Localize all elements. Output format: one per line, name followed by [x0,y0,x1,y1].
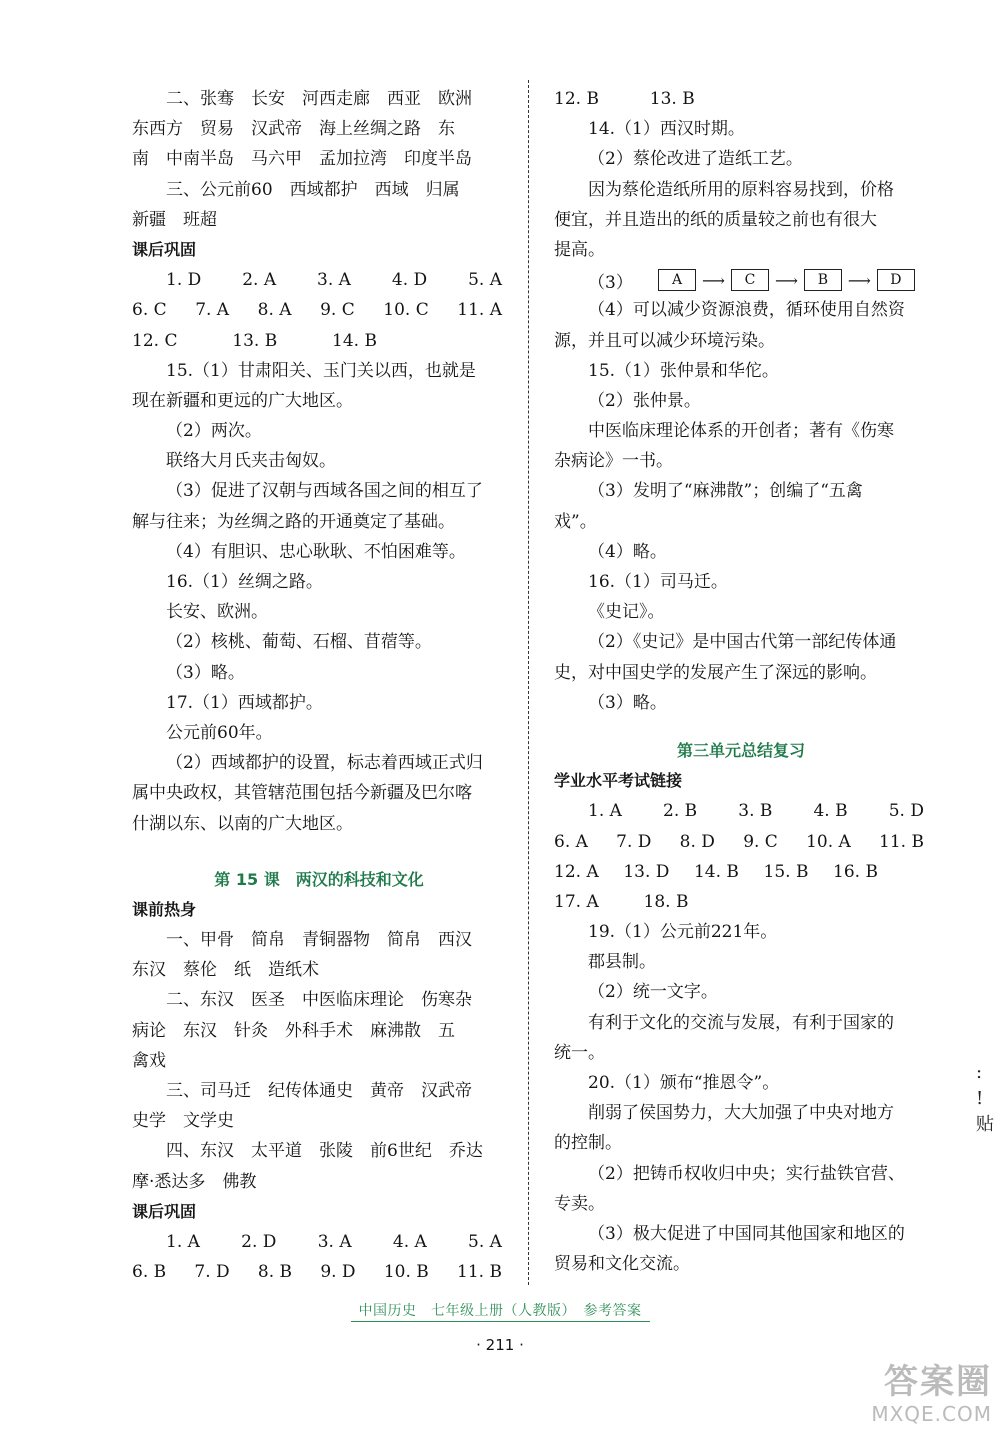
text-line: 二、张骞 长安 河西走廊 西亚 欧洲 [166,89,472,109]
answer-row [132,1227,506,1257]
answer-item: 1. A [588,801,622,822]
text-line: 14.（1）西汉时期。 [588,119,745,140]
answer-item: 14. B [693,861,739,882]
text-line: 戏”。 [554,511,597,532]
text-line: 病论 东汉 针灸 外科手术 麻沸散 五 [132,1020,455,1041]
text-line: （2）《史记》是中国古代第一部纪传体通 [588,632,897,653]
flow-step-box: D [877,269,915,291]
watermark-url: MXQE.COM [871,1402,992,1426]
text-line: 因为蔡伦造纸所用的原料容易找到，价格 [588,179,894,200]
answer-item: 10. C [383,300,429,321]
answer-row [554,857,928,887]
text-line: 南 中南半岛 马六甲 孟加拉湾 印度半岛 [132,149,472,170]
answer-item: 6. B [132,1262,167,1283]
arrow-right-icon: ⟶ [847,270,871,290]
answer-item: 12. B [554,89,599,109]
text-line: 专卖。 [554,1193,605,1214]
section-heading: 学业水平考试链接 [554,771,683,791]
answer-item: 8. B [257,1262,293,1283]
answer-item: 12. A [554,861,599,882]
text-line: 便宜，并且造出的纸的质量较之前也有很大 [554,209,877,230]
page-edge-marks [976,1060,994,1138]
section-heading: 课后巩固 [132,239,197,259]
answer-item: 9. C [743,831,778,852]
text-line: 《史记》。 [588,602,665,623]
text-line: 联络大月氏夹击匈奴。 [166,451,336,472]
text-line: （2）西域都护的设置，标志着西域正式归 [166,753,483,774]
site-watermark [816,1362,992,1428]
column-divider [528,80,529,1285]
answer-item: 4. A [392,1231,427,1252]
right-column [554,84,928,1279]
answer-item: 11. B [457,1262,502,1283]
text-line: 统一。 [554,1042,605,1063]
arrow-right-icon: ⟶ [774,270,798,290]
page-number: · 211 · [476,1336,524,1354]
text-line: （2）蔡伦改进了造纸工艺。 [588,149,803,170]
answer-item: 8. D [679,831,715,852]
flow-step-box: A [658,269,696,291]
answer-item: 4. B [813,801,848,822]
answer-row [554,827,928,857]
text-line: 属中央政权，其管辖范围包括今新疆及巴尔喀 [132,783,472,804]
text-line: 17.（1）西域都护。 [166,692,323,713]
answer-item: 13. D [623,861,670,882]
answer-item: 5. A [468,1231,502,1252]
text-line: （2）把铸币权收归中央；实行盐铁官营、 [588,1163,905,1184]
text-line: 中医临床理论体系的开创者；著有《伤寒 [588,421,894,442]
answer-item: 2. A [242,270,277,291]
answer-item: 10. A [806,831,851,852]
text-line: 现在新疆和更远的广大地区。 [132,390,353,411]
answer-item: 10. B [383,1262,429,1283]
text-line: 禽戏 [132,1050,166,1071]
text-line: 史学 文学史 [132,1111,234,1132]
text-line: （3）略。 [588,692,667,713]
answer-item: 3. B [738,801,773,822]
answer-row [132,295,506,325]
arrow-right-icon: ⟶ [702,270,725,290]
answer-item: 17. A [554,891,599,912]
text-line: 解与往来；为丝绸之路的开通奠定了基础。 [132,511,455,532]
left-column [132,84,506,1287]
answer-item: 9. C [320,300,355,321]
text-line: （2）张仲景。 [588,390,701,411]
text-line: （3）极大促进了中国同其他国家和地区的 [588,1223,905,1244]
answer-row [132,326,506,356]
text-line: 有利于文化的交流与发展，有利于国家的 [588,1012,894,1033]
answer-item: 5. D [888,801,924,822]
text-line: 东西方 贸易 汉武帝 海上丝绸之路 东 [132,119,455,140]
text-line: （3）发明了“麻沸散”；创编了“五禽 [588,481,863,502]
unit-review-title: 第三单元总结复习 [676,740,805,760]
text-line: 的控制。 [554,1133,622,1154]
answer-item: 14. B [332,330,377,351]
text-line: （4）有胆识、忠心耿耿、不怕困难等。 [166,541,466,562]
lesson-title: 第 15 课 两汉的科技和文化 [214,869,424,889]
text-line: （2）核桃、葡萄、石榴、苜蓿等。 [166,632,432,653]
answer-item: 13. B [232,330,278,351]
text-line: 三、司马迁 纪传体通史 黄帝 汉武帝 [166,1081,472,1101]
text-line: 贸易和文化交流。 [554,1254,690,1275]
text-line: 削弱了侯国势力，大大加强了中央对地方 [588,1103,894,1124]
edge-mark: 贴 [976,1114,994,1135]
answer-item: 2. D [241,1231,277,1252]
answer-item: 1. A [166,1231,200,1252]
text-line: 16.（1）丝绸之路。 [166,572,323,592]
answer-row [132,1257,506,1287]
text-line: 摩·悉达多 佛教 [132,1171,257,1192]
answer-item: 7. A [195,300,230,321]
papermaking-flowchart [554,265,928,295]
flow-step-box: B [804,269,842,291]
section-heading: 课后巩固 [132,1201,197,1221]
answer-item: 12. C [132,330,178,351]
answer-item: 8. A [257,300,292,321]
text-line: 长安、欧洲。 [166,602,268,623]
answer-row [554,887,928,917]
answer-item: 16. B [833,861,878,882]
running-title: 中国历史 七年级上册（人教版） 参考答案 [351,1300,650,1322]
answer-item: 13. B [649,89,695,109]
answer-item: 7. D [616,831,652,852]
answer-item: 4. D [391,270,428,291]
text-line: 20.（1）颁布“推恩令”。 [588,1073,780,1093]
text-line: 二、东汉 医圣 中医临床理论 伤寒杂 [166,990,472,1011]
answer-item: 9. D [320,1262,356,1283]
flowchart-label: （3） [588,272,633,293]
text-line: 杂病论》一书。 [554,451,673,472]
answer-item: 6. C [132,300,167,321]
edge-mark: ! [976,1088,984,1109]
text-line: 一、甲骨 简帛 青铜器物 简帛 西汉 [166,930,472,951]
answer-row [554,796,928,826]
text-line: 15.（1）张仲景和华佗。 [588,360,779,381]
text-line: 19.（1）公元前221年。 [588,922,778,943]
answer-item: 3. A [317,270,351,291]
text-line: 16.（1）司马迁。 [588,572,728,592]
answer-item: 6. A [554,831,588,852]
text-line: （3）促进了汉朝与西域各国之间的相互了 [166,481,483,502]
text-line: 什湖以东、以南的广大地区。 [132,813,353,834]
running-footer [0,1300,1000,1322]
answer-item: 18. B [643,891,689,912]
flow-step-box: C [731,269,769,291]
answer-row [132,265,506,295]
text-line: 四、东汉 太平道 张陵 前6世纪 乔达 [166,1141,483,1162]
watermark-logo: 答案圈 [884,1362,992,1402]
text-line: （2）统一文字。 [588,982,718,1003]
text-line: 史，对中国史学的发展产生了深远的影响。 [554,662,877,683]
text-line: 新疆 班超 [132,209,217,230]
edge-mark: : [976,1062,983,1083]
answer-item: 1. D [166,270,202,291]
text-line: （2）两次。 [166,421,262,442]
text-line: 公元前60年。 [166,722,273,743]
answer-item: 5. A [468,270,502,291]
text-line: （3）略。 [166,662,245,683]
text-line: 东汉 蔡伦 纸 造纸术 [132,960,319,981]
answer-item: 15. B [763,861,809,882]
text-line: （4）可以减少资源浪费，循环使用自然资 [588,300,905,321]
text-line: 提高。 [554,239,605,260]
answer-item: 7. D [194,1262,230,1283]
text-line: 三、公元前60 西域都护 西域 归属 [166,179,460,200]
answer-item: 11. A [457,300,502,321]
answer-item: 2. B [663,801,698,822]
answer-item: 3. A [317,1231,352,1252]
text-line: 郡县制。 [588,952,656,973]
text-line: （4）略。 [588,541,667,562]
text-line: 源，并且可以减少环境污染。 [554,330,775,351]
text-line: 15.（1）甘肃阳关、玉门关以西，也就是 [166,360,476,381]
answer-row [554,84,928,114]
answer-item: 11. B [879,831,924,852]
section-heading: 课前热身 [132,899,197,919]
